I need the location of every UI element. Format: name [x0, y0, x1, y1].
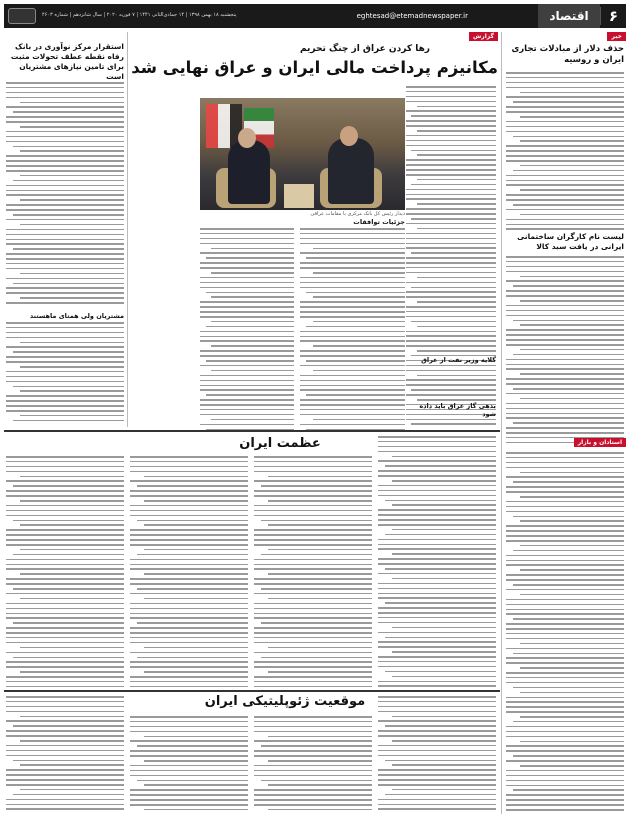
website: eghtesad@etemadnewspaper.ir [356, 12, 468, 20]
newspaper-logo-icon [8, 8, 36, 24]
iraq-supertitle: رها کردن عراق از چنگ تحریم [299, 44, 430, 54]
iraq-subhead-2: گلایه وزیر نفت از عراق [421, 356, 496, 364]
page-number: ۶ [600, 7, 626, 25]
gold-article-body [506, 256, 624, 447]
column-divider [127, 32, 128, 427]
geopolitics-col-3 [254, 716, 372, 814]
dateline: پنجشنبه ۱۸ بهمن ۱۳۹۸ | ۱۴ جمادی‌الثانی ۱۴۴۱ | ۷ فوریه ۲۰۲۰ | سال شانزدهم | شماره ۴۶۰۳ [42, 12, 237, 18]
section-divider [4, 430, 500, 432]
iraq-headline: مکانیزم پرداخت مالی ایران و عراق نهایی شد [131, 58, 498, 77]
azemat-title: عظمت ایران [239, 436, 321, 451]
geopolitics-col-4 [378, 696, 496, 813]
geopolitics-col-1 [6, 696, 124, 813]
person-head [340, 126, 358, 146]
section-divider [4, 690, 500, 692]
divider [506, 228, 624, 229]
kicker-khabar: خبر [607, 32, 626, 41]
azemat-col-2 [130, 456, 248, 691]
geopolitics-col-2 [130, 716, 248, 814]
section-title: اقتصاد [538, 4, 600, 28]
person [328, 138, 374, 204]
iraq-body-col3 [200, 228, 294, 433]
meeting-photo [200, 98, 405, 210]
azemat-col-3 [254, 456, 372, 691]
azemat-col-4 [378, 436, 496, 690]
central-bank-subhead: مشتریان ولی همتای ماهستند [29, 312, 124, 320]
central-bank-title: استقرار مرکز نوآوری در بانک رفاه نقطه عطف تحولات مثبت برای تامین نیازهای مشتریان است [10, 42, 124, 81]
page-header [4, 4, 626, 28]
iraq-subhead-3: بدهی گاز عراق باید داده شود [419, 402, 496, 418]
side-table [284, 184, 314, 208]
azemat-col-1 [6, 456, 124, 691]
person-head [238, 128, 256, 148]
kicker-ostadan: استادان و بازار [574, 438, 626, 447]
iraq-body-col2 [300, 228, 405, 433]
iraq-body-col1 [406, 86, 496, 428]
gold-article-title: لیست نام کارگران ساختمانی ایرانی در یافت سبد کالا [517, 232, 624, 251]
kicker-gozaresh: گزارش [469, 32, 498, 41]
photo-caption: دیدار رئیس کل بانک مرکزی با مقامات عراقی [310, 211, 405, 217]
column-divider [501, 32, 502, 814]
iraq-subhead-1: جزئیات توافقات [353, 218, 405, 226]
central-bank-body-2 [6, 322, 124, 425]
dollar-article-body [506, 72, 624, 233]
central-bank-body [6, 82, 124, 307]
geopolitics-title: موقعیت ژئوپلیتیکی ایران [204, 694, 366, 709]
dollar-article-title: حذف دلار از مبادلات تجاری ایران و روسیه [511, 44, 624, 65]
person [228, 140, 270, 204]
ostadan-body [506, 452, 624, 814]
